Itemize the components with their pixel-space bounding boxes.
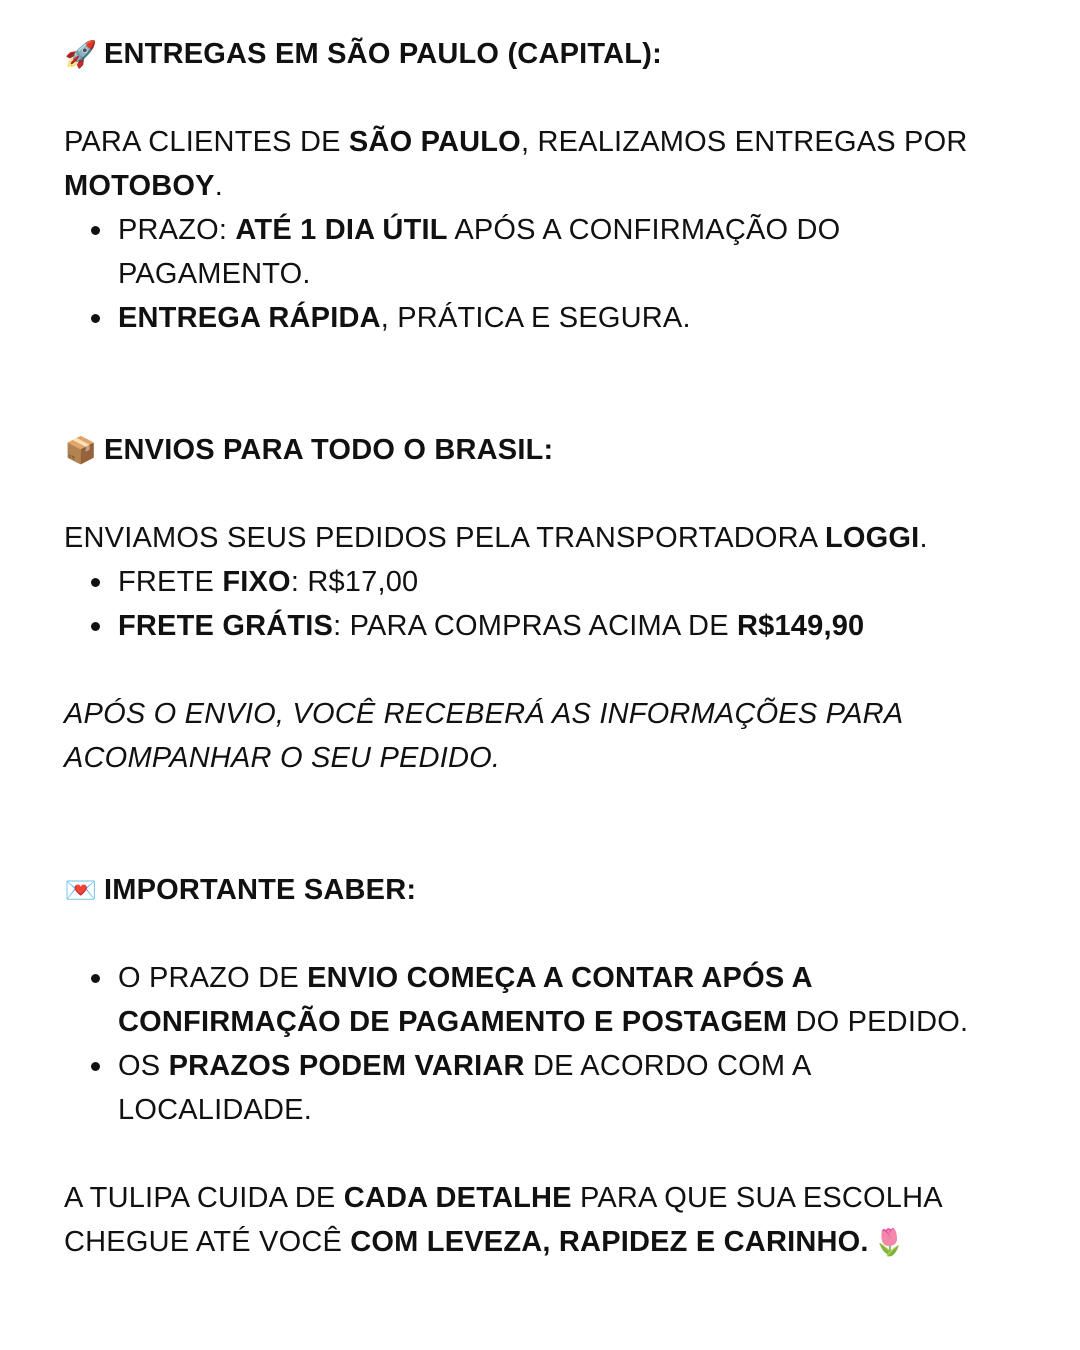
text-line bbox=[64, 120, 967, 164]
heading-text: IMPORTANTE SABER: bbox=[104, 874, 417, 906]
text: CHEGUE ATÉ VOCÊ bbox=[64, 1226, 351, 1258]
bullet-icon bbox=[91, 622, 100, 631]
bullet-icon bbox=[91, 226, 100, 235]
bold-text: FIXO bbox=[222, 566, 291, 598]
section-heading bbox=[64, 32, 662, 76]
text: . bbox=[214, 170, 223, 202]
bullet-icon bbox=[91, 1062, 100, 1071]
italic-text: ACOMPANHAR O SEU PEDIDO. bbox=[64, 742, 501, 774]
text: , REALIZAMOS ENTREGAS POR bbox=[520, 126, 968, 158]
bullet-icon bbox=[91, 314, 100, 323]
section-heading bbox=[64, 428, 553, 472]
text-line bbox=[64, 1220, 913, 1264]
text-line bbox=[64, 692, 903, 736]
rocket-icon: 🚀 bbox=[64, 39, 98, 69]
text: A TULIPA CUIDA DE bbox=[64, 1182, 344, 1214]
bold-text: PRAZOS PODEM VARIAR bbox=[168, 1050, 525, 1082]
bold-text: R$149,90 bbox=[737, 610, 865, 642]
bold-text: CADA DETALHE bbox=[343, 1182, 572, 1214]
bullet-item bbox=[118, 208, 840, 252]
text-line bbox=[64, 164, 223, 208]
text-line bbox=[118, 1000, 968, 1044]
heading-text: ENTREGAS EM SÃO PAULO (CAPITAL): bbox=[104, 38, 662, 70]
bold-text: ATÉ 1 DIA ÚTIL bbox=[235, 214, 448, 246]
text-line bbox=[64, 516, 928, 560]
text: APÓS A CONFIRMAÇÃO DO bbox=[447, 214, 841, 246]
text-line bbox=[64, 736, 500, 780]
bullet-item bbox=[118, 956, 813, 1000]
bold-text: FRETE GRÁTIS bbox=[118, 610, 334, 642]
bold-text: ENTREGA RÁPIDA bbox=[118, 302, 381, 334]
text: : R$17,00 bbox=[290, 566, 419, 598]
text: , PRÁTICA E SEGURA. bbox=[380, 302, 691, 334]
text-line bbox=[118, 1088, 312, 1132]
heading-text: ENVIOS PARA TODO O BRASIL: bbox=[104, 434, 554, 466]
bullet-icon bbox=[91, 974, 100, 983]
bold-text: MOTOBOY bbox=[64, 170, 215, 202]
bold-text: SÃO PAULO bbox=[348, 126, 521, 158]
bold-text: COM LEVEZA, RAPIDEZ E CARINHO. bbox=[350, 1226, 869, 1258]
text: LOCALIDADE. bbox=[118, 1094, 312, 1126]
bullet-item bbox=[118, 604, 864, 648]
text: DE ACORDO COM A bbox=[524, 1050, 812, 1082]
text-line bbox=[118, 252, 311, 296]
bold-text: LOGGI bbox=[825, 522, 920, 554]
bold-text: ENVIO COMEÇA A CONTAR APÓS A bbox=[307, 962, 813, 994]
bullet-item bbox=[118, 296, 691, 340]
text: FRETE bbox=[118, 566, 223, 598]
text: . bbox=[919, 522, 928, 554]
envelope-icon: 💌 bbox=[64, 875, 98, 905]
text: PRAZO: bbox=[118, 214, 236, 246]
tulip-icon: 🌷 bbox=[873, 1227, 906, 1257]
text: : PARA COMPRAS ACIMA DE bbox=[333, 610, 737, 642]
text-line bbox=[64, 1176, 943, 1220]
text: PAGAMENTO. bbox=[118, 258, 311, 290]
text: PARA CLIENTES DE bbox=[64, 126, 349, 158]
text: O PRAZO DE bbox=[118, 962, 308, 994]
text: DO PEDIDO. bbox=[787, 1006, 969, 1038]
package-icon: 📦 bbox=[64, 435, 98, 465]
text: PARA QUE SUA ESCOLHA bbox=[571, 1182, 943, 1214]
italic-text: APÓS O ENVIO, VOCÊ RECEBERÁ AS INFORMAÇÕES PARA bbox=[64, 698, 904, 730]
text: ENVIAMOS SEUS PEDIDOS PELA TRANSPORTADORA bbox=[64, 522, 825, 554]
bold-text: CONFIRMAÇÃO DE PAGAMENTO E POSTAGEM bbox=[118, 1006, 788, 1038]
bullet-item bbox=[118, 1044, 812, 1088]
section-heading bbox=[64, 868, 416, 912]
bullet-item bbox=[118, 560, 418, 604]
bullet-icon bbox=[91, 578, 100, 587]
text: OS bbox=[118, 1050, 169, 1082]
